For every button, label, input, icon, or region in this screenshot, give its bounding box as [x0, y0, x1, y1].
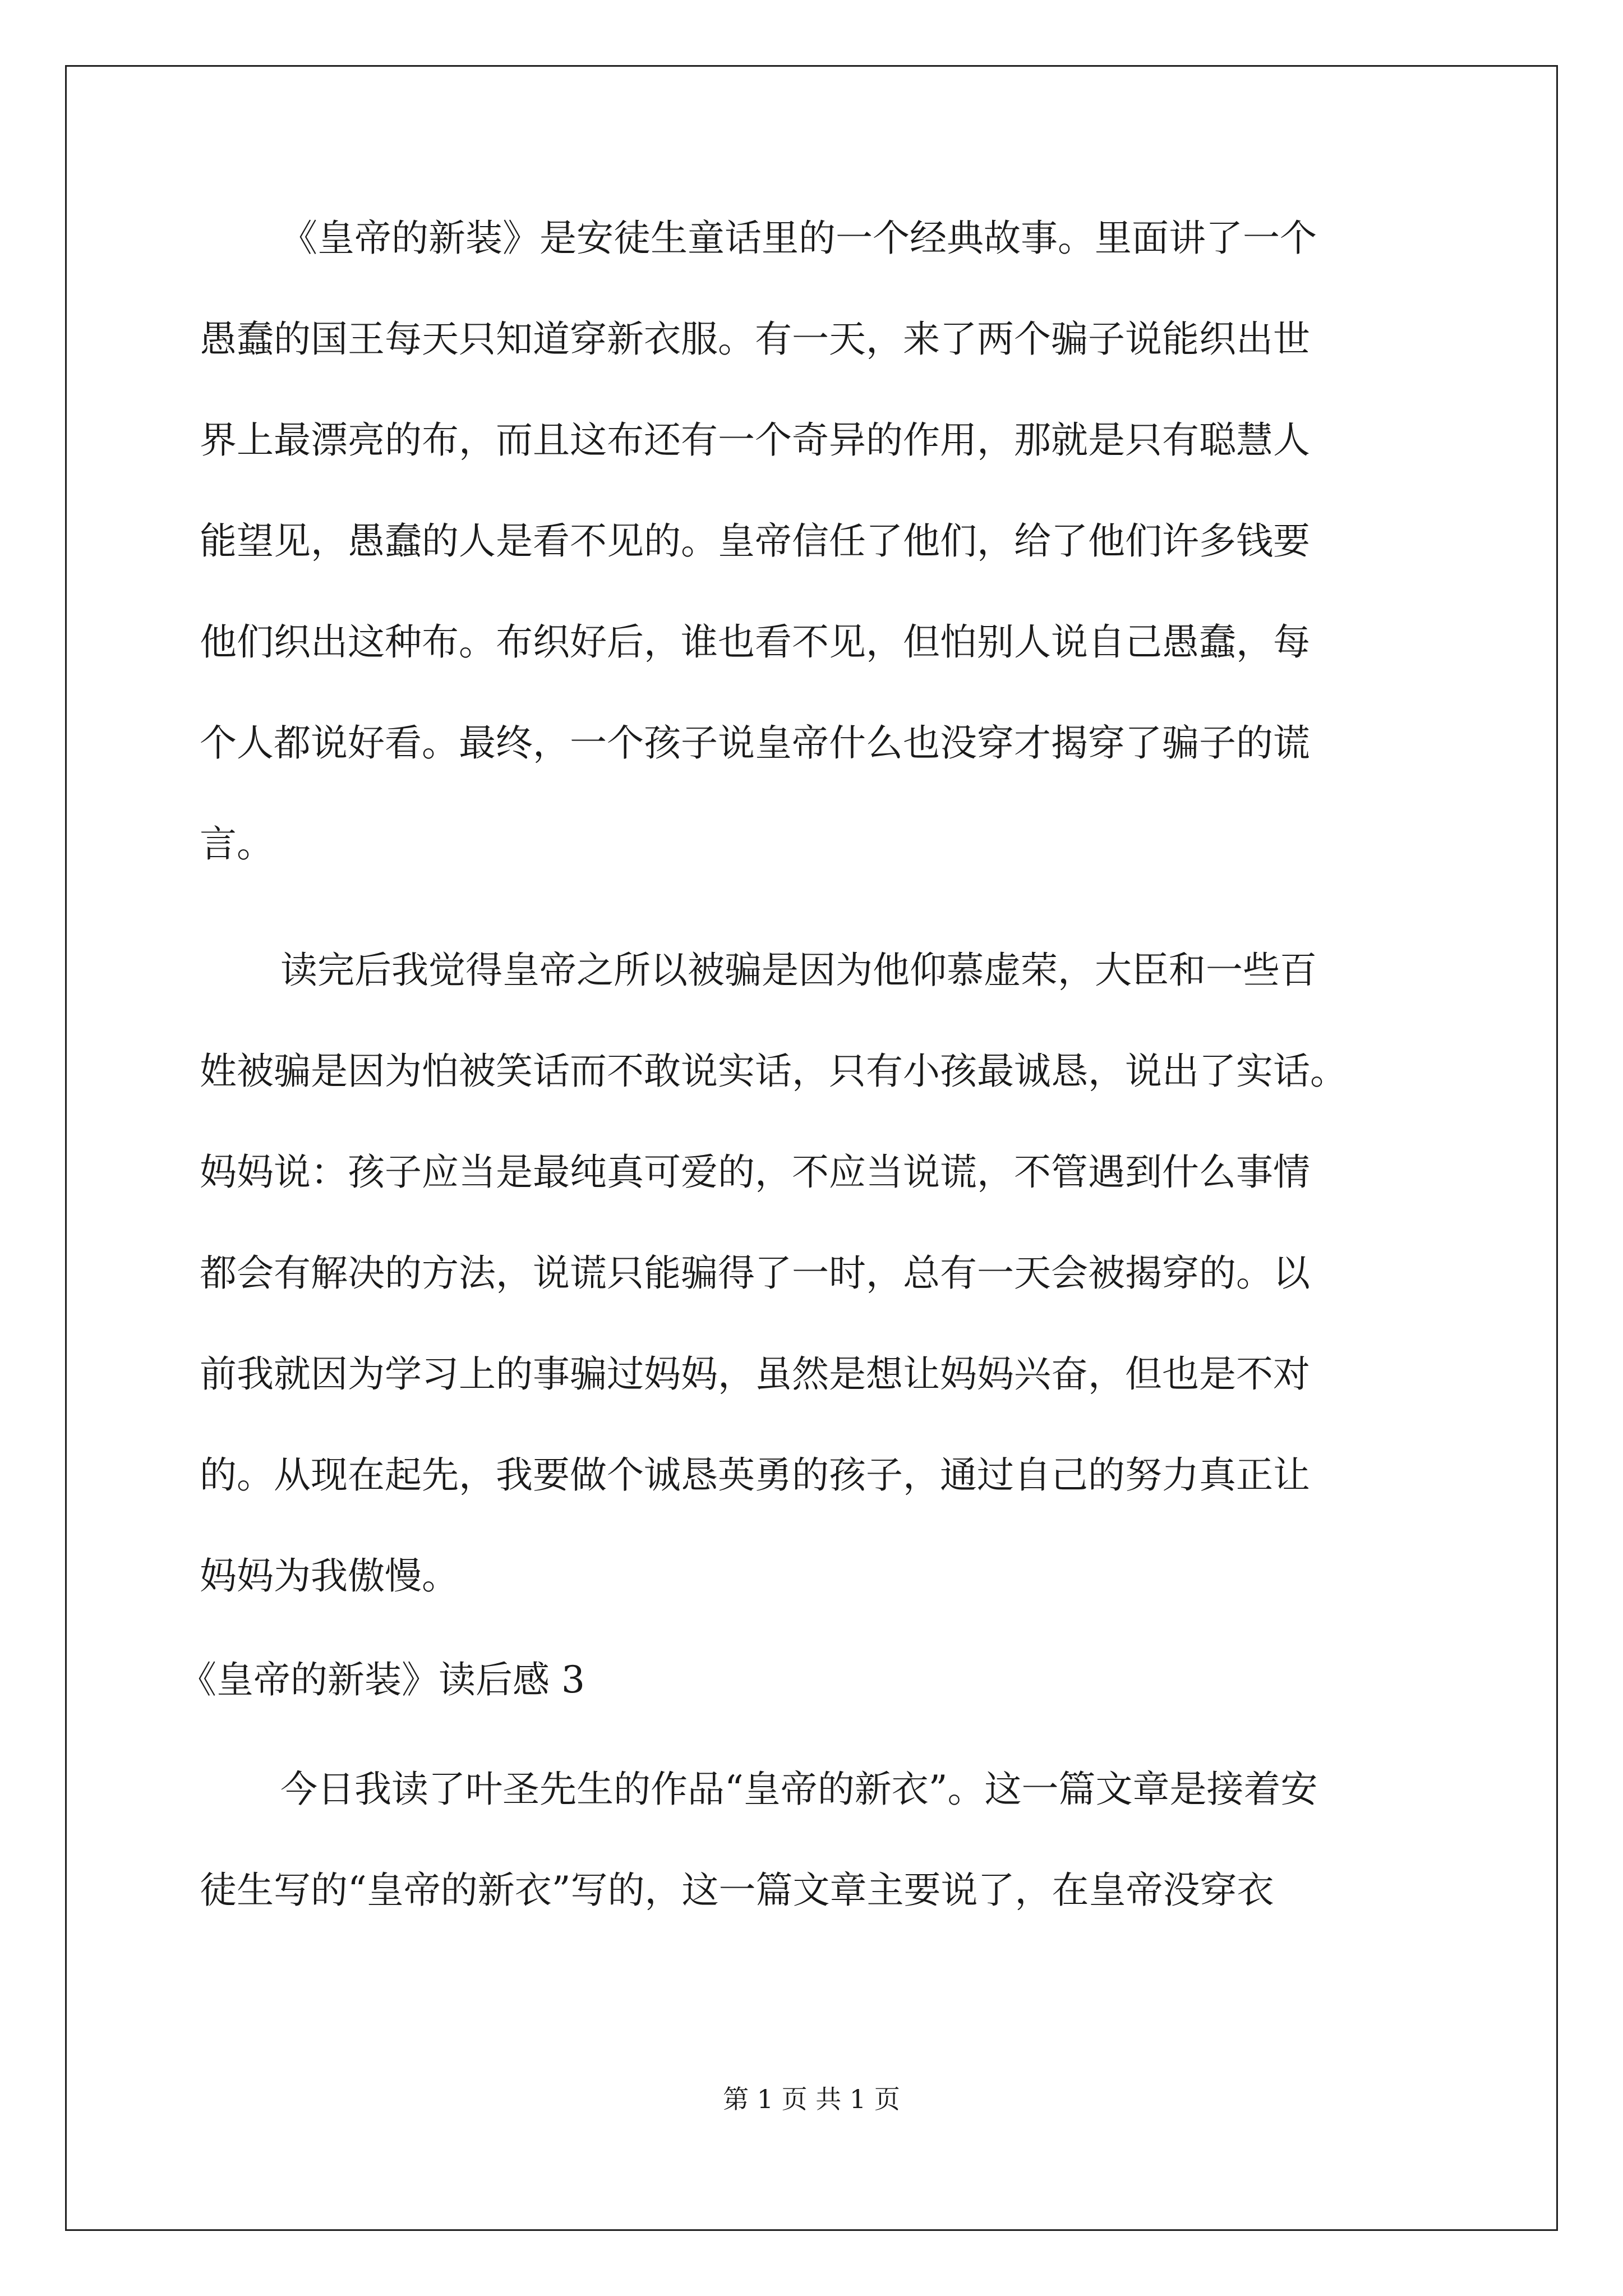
paragraph-2-line-1: 读完后我觉得皇帝之所以被骗是因为他仰慕虚荣，大臣和一些百	[280, 949, 1317, 992]
page-footer: 第 1 页 共 1 页	[723, 2084, 900, 2114]
paragraph-2-line-2: 姓被骗是因为怕被笑话而不敢说实话，只有小孩最诚恳，说出了实话。	[200, 1050, 1347, 1093]
paragraph-2-line-5: 前我就因为学习上的事骗过妈妈，虽然是想让妈妈兴奋，但也是不对	[200, 1352, 1310, 1396]
paragraph-1-line-4: 能望见，愚蠢的人是看不见的。皇帝信任了他们，给了他们许多钱要	[200, 519, 1310, 563]
paragraph-1-line-6: 个人都说好看。最终，一个孩子说皇帝什么也没穿才揭穿了骗子的谎	[200, 721, 1310, 765]
paragraph-2-line-4: 都会有解决的方法，说谎只能骗得了一时，总有一天会被揭穿的。以	[200, 1251, 1310, 1295]
paragraph-1-line-7: 言。	[200, 822, 274, 866]
paragraph-1-line-2: 愚蠢的国王每天只知道穿新衣服。有一天，来了两个骗子说能织出世	[200, 318, 1310, 361]
paragraph-1-line-5: 他们织出这种布。布织好后，谁也看不见，但怕别人说自己愚蠢，每	[200, 620, 1310, 664]
section-heading: 《皇帝的新装》读后感 3	[179, 1658, 585, 1701]
paragraph-2-line-3: 妈妈说：孩子应当是最纯真可爱的，不应当说谎，不管遇到什么事情	[200, 1151, 1310, 1194]
paragraph-3-line-2: 徒生写的“皇帝的新衣”写的，这一篇文章主要说了，在皇帝没穿衣	[200, 1869, 1274, 1912]
paragraph-2-line-7: 妈妈为我傲慢。	[200, 1554, 459, 1598]
paragraph-2-line-6: 的。从现在起先，我要做个诚恳英勇的孩子，通过自己的努力真正让	[200, 1453, 1310, 1497]
paragraph-1-line-1: 《皇帝的新装》是安徒生童话里的一个经典故事。里面讲了一个	[280, 217, 1317, 260]
paragraph-1-line-3: 界上最漂亮的布，而且这布还有一个奇异的作用，那就是只有聪慧人	[200, 418, 1310, 462]
paragraph-3-line-1: 今日我读了叶圣先生的作品“皇帝的新衣”。这一篇文章是接着安	[280, 1768, 1318, 1811]
